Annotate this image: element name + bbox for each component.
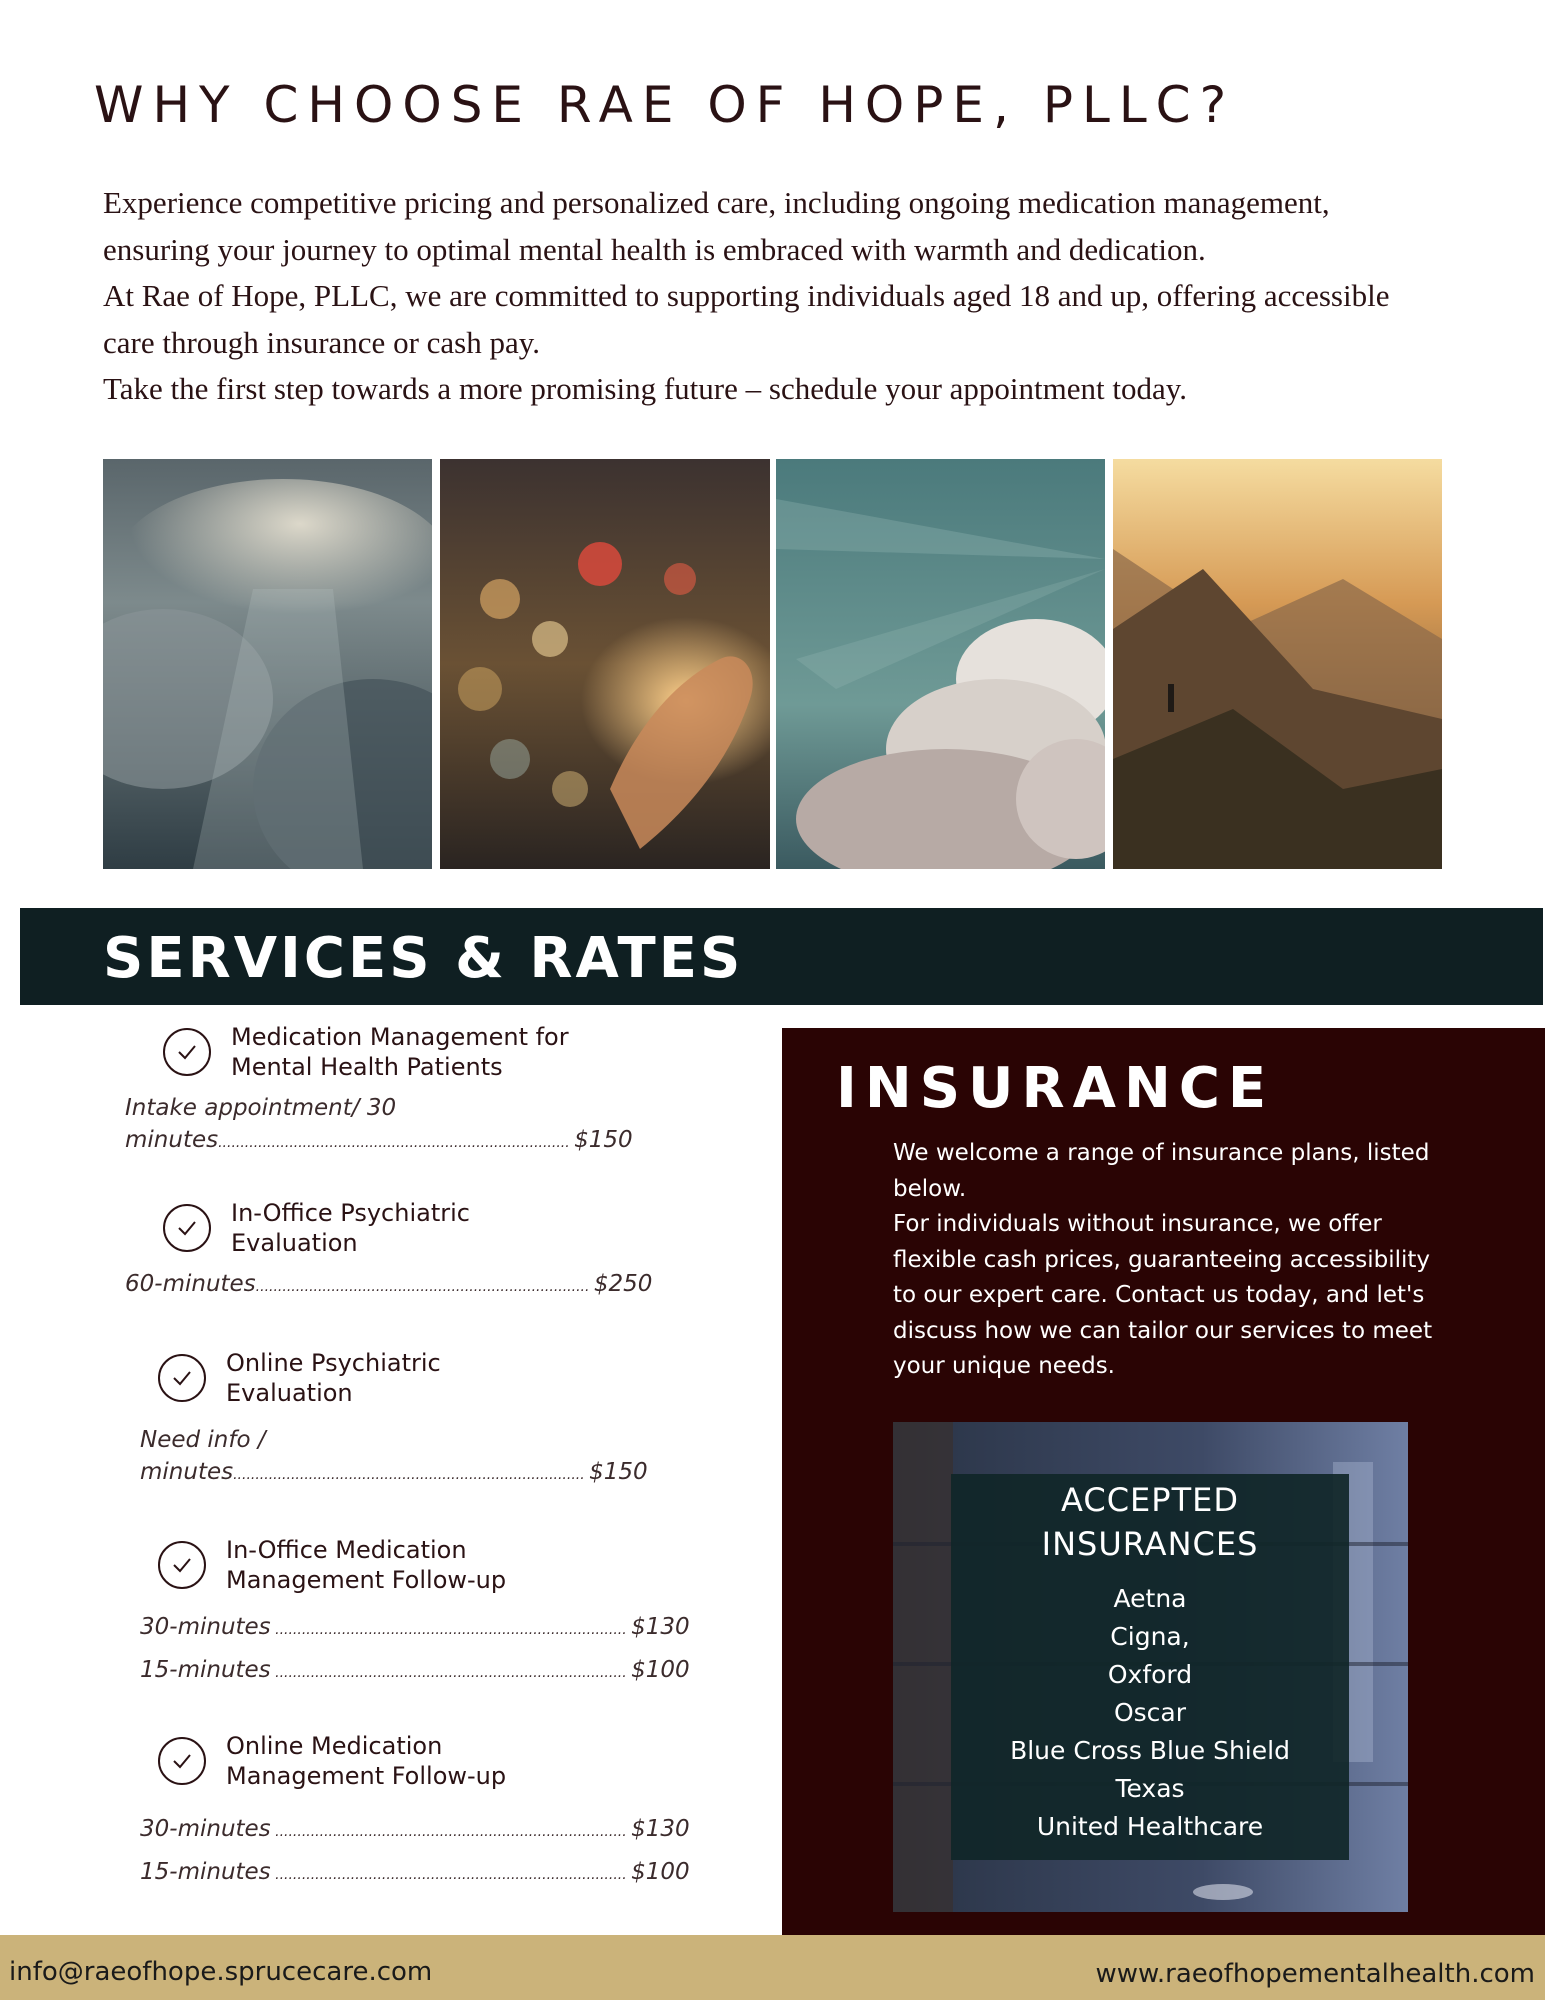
rate-line: 30-minutes ............................................................................... $130 (140, 1614, 690, 1640)
rate-label: 30-minutes (140, 1614, 271, 1640)
insurance-item: Cigna, (1110, 1622, 1190, 1651)
service-online-medication-follow-up (158, 1731, 566, 1791)
check-circle-icon (158, 1354, 206, 1402)
rate-price: $130 (631, 1816, 690, 1842)
rate-price: $150 (574, 1127, 633, 1153)
service-in-office-psychiatric-evaluation (163, 1198, 551, 1258)
services-banner (20, 908, 1543, 1005)
insurance-item: Aetna (1113, 1584, 1187, 1613)
intro-line: Take the first step towards a more promising future – schedule your appointment today. (103, 371, 1187, 406)
accepted-insurances-list (951, 1580, 1349, 1846)
service-name: In-Office Medication Management Follow-up (226, 1536, 507, 1594)
service-name: Online Medication Management Follow-up (226, 1732, 507, 1790)
insurance-item: Oxford (1107, 1660, 1193, 1689)
service-medication-management (163, 1022, 631, 1082)
intro-line: ensuring your journey to optimal mental health is embraced with warmth and dedication. (103, 231, 1206, 267)
check-circle-icon (158, 1541, 206, 1589)
rate-price: $100 (631, 1657, 690, 1683)
rate-label: 15-minutes (140, 1859, 271, 1885)
photo-sun-rays-clouds (776, 459, 1105, 869)
intro-line: care through insurance or cash pay. (103, 324, 540, 360)
service-name: Medication Management for Mental Health Patients (231, 1023, 569, 1081)
rate-price: $250 (593, 1271, 653, 1297)
insurance-item: Blue Cross Blue Shield (1010, 1736, 1290, 1765)
service-name: In-Office Psychiatric Evaluation (231, 1199, 470, 1257)
services-title: SERVICES & RATES (103, 926, 744, 991)
service-in-office-medication-follow-up (158, 1535, 566, 1595)
check-circle-icon (158, 1737, 206, 1785)
rate-line: Need info / minutes............................................................................... $150 (140, 1427, 648, 1485)
photo-mountain-sunset (1113, 459, 1442, 869)
page-title: WHY CHOOSE RAE OF HOPE, PLLC? (94, 76, 1236, 134)
rate-line: 60-minutes........................................................................... $250 (125, 1271, 653, 1297)
check-circle-icon (163, 1028, 211, 1076)
email-link[interactable]: info@raeofhope.sprucecare.com (9, 1957, 433, 1987)
rate-price: $130 (631, 1614, 690, 1640)
rate-label: 30-minutes (140, 1816, 271, 1842)
website-link[interactable]: www.raeofhopementalhealth.com (1095, 1959, 1535, 1989)
service-online-psychiatric-evaluation (158, 1348, 486, 1408)
insurance-item: Oscar (1113, 1698, 1187, 1727)
accepted-insurances-title: ACCEPTED INSURANCES (1041, 1481, 1259, 1563)
rate-label: Need info / (140, 1427, 266, 1453)
photo-hands-light (440, 459, 770, 869)
rate-label: 15-minutes (140, 1657, 271, 1683)
intro-text (103, 180, 1463, 413)
rate-line: 15-minutes ............................................................................... $100 (140, 1657, 690, 1683)
rate-label: 60-minutes (125, 1271, 256, 1297)
insurance-title: INSURANCE (836, 1056, 1275, 1121)
insurance-panel (782, 1028, 1545, 1935)
library-image (893, 1422, 1408, 1912)
rate-label: Intake appointment/ 30 (125, 1095, 397, 1121)
rate-line: Intake appointment/ 30 minutes............................................................................... $150 (125, 1095, 633, 1153)
check-circle-icon (163, 1204, 211, 1252)
rate-line: 15-minutes ............................................................................... $100 (140, 1859, 690, 1885)
intro-line: At Rae of Hope, PLLC, we are committed to supporting individuals aged 18 and up, offering accessible (103, 278, 1390, 313)
insurance-paragraph: We welcome a range of insurance plans, listed below. (893, 1140, 1430, 1202)
insurance-paragraph: For individuals without insurance, we offer flexible cash prices, guaranteeing accessibility to our expert care. Contact us today, and let's discuss how we can tailor our services to meet your unique needs. (893, 1211, 1433, 1379)
insurance-item: United Healthcare (1036, 1812, 1264, 1841)
rate-label: minutes (140, 1459, 234, 1485)
insurance-item: Texas (1115, 1774, 1185, 1803)
rate-line: 30-minutes ............................................................................... $130 (140, 1816, 690, 1842)
service-name: Online Psychiatric Evaluation (226, 1349, 441, 1407)
rate-price: $100 (631, 1859, 690, 1885)
intro-line: Experience competitive pricing and personalized care, including ongoing medication management, (103, 185, 1330, 220)
rate-price: $150 (589, 1459, 648, 1485)
accepted-insurances-box (951, 1474, 1349, 1860)
footer (0, 1935, 1545, 2000)
rate-label: minutes (125, 1127, 219, 1153)
insurance-description (893, 1136, 1453, 1385)
photo-storm-clouds (103, 459, 432, 869)
